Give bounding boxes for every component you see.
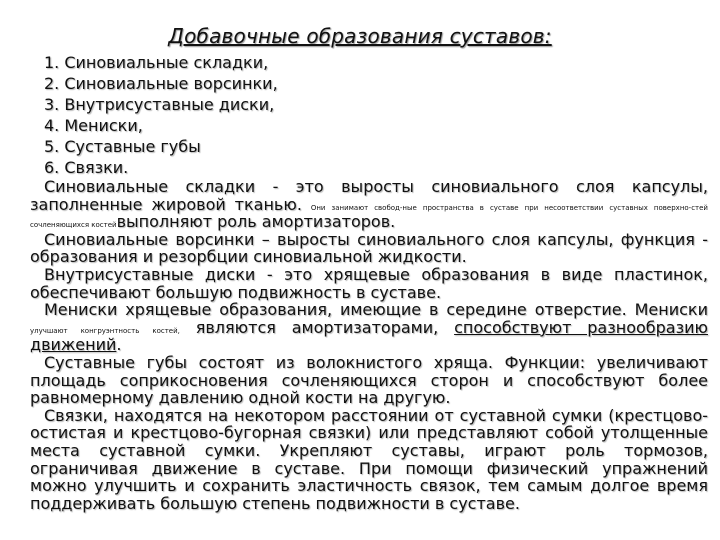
- synovial-folds-small-note: Они занимают свобод-ные пространства в суставе при несоответствии суставных поверхно-стей сочленяющихся костей: [30, 203, 708, 230]
- menisci-small-note: улучшают конгруэнтность костей,: [30, 326, 180, 335]
- list-item: 3. Внутрисуставные диски,: [44, 95, 275, 114]
- menisci-underlined-phrase: способствуют разнообразию движений: [30, 317, 708, 355]
- intra-articular-discs-paragraph: Внутрисуставные диски - это хрящевые образования в виде пластинок, обеспечивают большую подвижность в суставе.: [30, 264, 708, 302]
- list-item: 6. Связки.: [44, 158, 129, 177]
- articular-labra-paragraph: Суставные губы состоят из волокнистого хряща. Функции: увеличивают площадь соприкосновения сочленяющихся сторон и способствуют более равномерному давлению одной кости на другую.: [30, 352, 708, 408]
- slide-title: Добавочные образования суставов:: [168, 24, 552, 48]
- synovial-villi-paragraph: Синовиальные ворсинки – выросты синовиального слоя капсулы, функция - образования и резорбции синовиальной жидкости.: [30, 229, 708, 267]
- synovial-folds-function: выполняют роль амортизаторов.: [116, 212, 396, 232]
- menisci-text: Мениски хрящевые образования, имеющие в середине отверстие. Мениски: [44, 300, 708, 320]
- list-item: 5. Суставные губы: [44, 137, 201, 156]
- list-item: 2. Синовиальные ворсинки,: [44, 74, 278, 93]
- formations-list: [44, 52, 278, 178]
- menisci-function: являются амортизаторами,: [195, 317, 439, 337]
- synovial-folds-text: Синовиальные складки - это выросты синовиального слоя капсулы, заполненные жировой тканью.: [30, 177, 708, 214]
- menisci-paragraph: [30, 301, 708, 354]
- synovial-folds-paragraph: [30, 178, 708, 231]
- description-body: [30, 178, 708, 512]
- ligaments-paragraph: Связки, находятся на некотором расстоянии от суставной сумки (крестцово-остистая и крестцово-бугорная связки) или представляют собой утолщенные места суставной сумки. Укрепляют суставы, играют роль тормозов, ограничивая движение в суставе. При помощи физический упражнений можно улучшить и сохранить эластичность связок, тем самым долгое время поддерживать большую степень подвижности в суставе.: [30, 405, 708, 513]
- list-item: 4. Мениски,: [44, 116, 143, 135]
- menisci-end: .: [116, 335, 122, 355]
- list-item: 1. Синовиальные складки,: [44, 53, 269, 72]
